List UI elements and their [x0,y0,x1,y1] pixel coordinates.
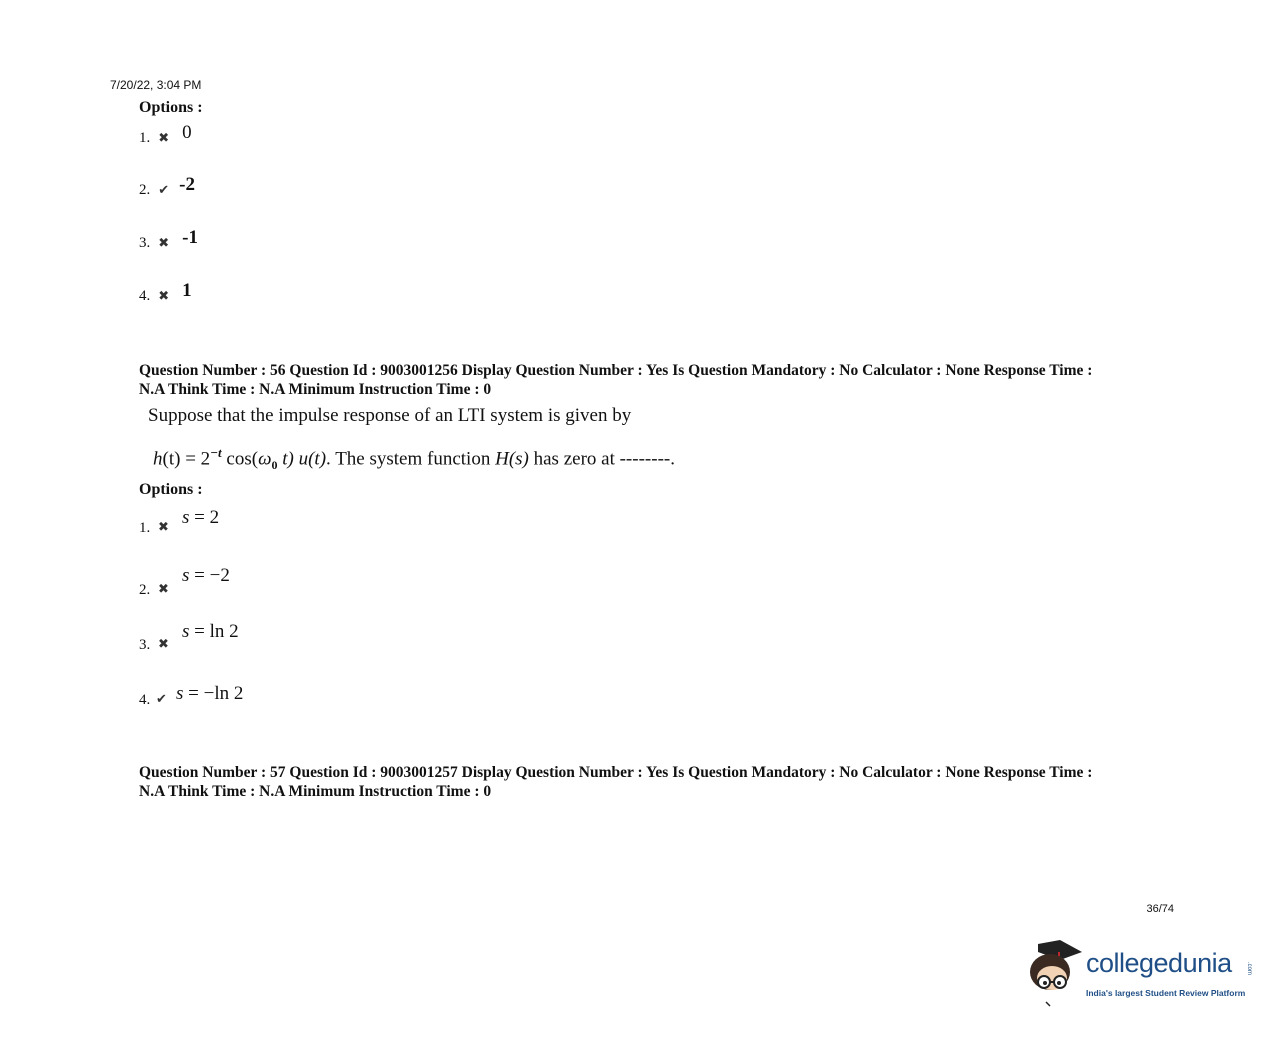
brand-tagline: India's largest Student Review Platform [1086,988,1246,998]
brand-name: collegedunia [1086,948,1232,978]
stem-text: . The system function [326,448,496,470]
collegedunia-logo [1024,938,1264,1008]
option-row [139,280,192,306]
option-number: 4. [139,288,151,304]
question-meta [139,361,1169,399]
math-symbol: s [182,621,190,642]
page-number: 36/74 [1146,903,1174,915]
question-meta-line: Question Number : 56 Question Id : 9003001256 Display Question Number : Yes Is Question Mandatory : No Calculator : None Response Time : [139,362,1093,379]
option-expression [182,565,230,587]
wrong-mark-icon: ✖ [158,288,170,303]
option-number: 2. [139,582,151,598]
option-value: -2 [179,174,195,195]
math-text: t) [277,448,299,470]
option-value: 0 [182,122,192,143]
question-meta [139,763,1169,801]
option-value: 1 [182,280,192,301]
print-timestamp: 7/20/22, 3:04 PM [110,78,202,92]
math-text: = ln 2 [189,621,239,642]
math-symbol: h [153,448,163,470]
math-subscript: 0 [271,458,278,473]
math-text: = 2 [180,448,211,470]
wrong-mark-icon: ✖ [158,636,169,651]
question-meta-line: N.A Think Time : N.A Minimum Instruction Time : 0 [139,783,492,800]
math-text: (t) [162,448,181,470]
option-row [139,122,192,148]
brand-suffix: .com [1246,962,1252,976]
math-symbol: H [495,448,509,470]
wrong-mark-icon: ✖ [158,130,170,145]
option-row [139,174,195,200]
option-row [139,227,198,253]
wrong-mark-icon: ✖ [158,519,169,534]
options-label: Options : [139,99,203,116]
math-text: (t) [308,448,327,470]
math-text: (s) [508,448,529,470]
math-text: = 2 [189,507,220,528]
math-text: = −2 [189,565,230,586]
option-expression [176,683,243,705]
question-stem-formula [153,445,675,473]
option-number: 4. [139,692,151,708]
question-meta-line: N.A Think Time : N.A Minimum Instruction Time : 0 [139,381,492,398]
option-number: 3. [139,235,151,251]
math-symbol: ω [258,448,272,470]
correct-check-icon: ✔ [156,691,167,706]
option-number: 3. [139,637,151,653]
option-number: 2. [139,182,151,198]
option-expression [182,621,239,643]
question-stem-line: Suppose that the impulse response of an LTI system is given by [148,405,632,426]
math-symbol: u [298,448,309,470]
wrong-mark-icon: ✖ [158,581,169,596]
math-text: = −ln 2 [183,683,244,704]
correct-check-icon: ✔ [158,182,170,197]
math-symbol: s [182,565,190,586]
math-text: cos( [221,448,259,470]
wrong-mark-icon: ✖ [158,235,170,250]
stem-text: has zero at --------. [528,448,675,470]
math-symbol: s [176,683,184,704]
math-superscript: −t [210,445,222,460]
math-symbol: s [182,507,190,528]
option-number: 1. [139,130,151,146]
mascot-icon [1024,938,1086,1008]
option-expression [182,507,219,529]
option-value: -1 [182,227,198,248]
option-number: 1. [139,520,151,536]
question-meta-line: Question Number : 57 Question Id : 9003001257 Display Question Number : Yes Is Question Mandatory : No Calculator : None Response Time : [139,764,1093,781]
options-label: Options : [139,481,203,498]
